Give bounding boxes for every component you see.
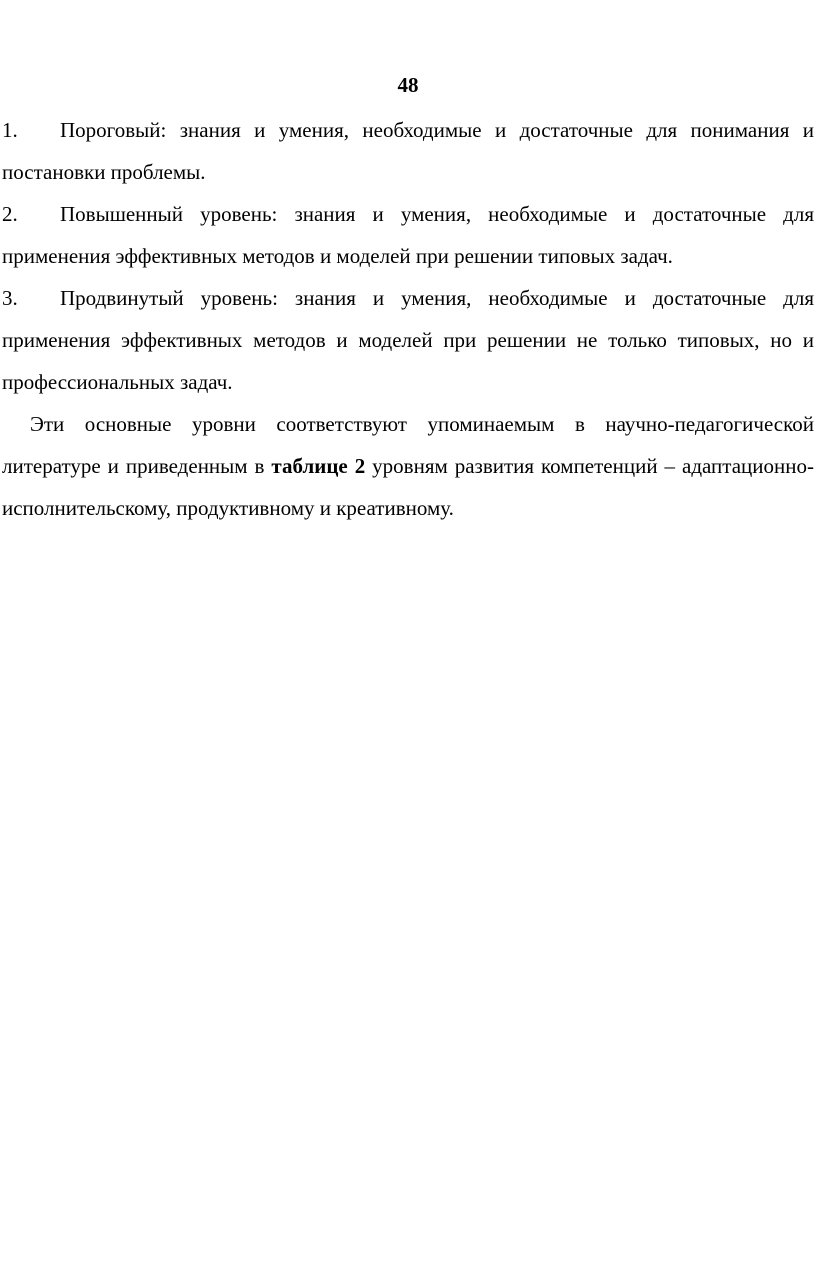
table-reference: таблице 2: [271, 454, 366, 478]
body-paragraph: [2, 403, 814, 529]
list-item-1: [2, 109, 814, 193]
list-item-number: 1.: [2, 118, 18, 142]
list-item-text: Пороговый: знания и умения, необходимые и достаточные для понимания и постановки проблемы.: [2, 118, 814, 184]
list-item-2: [2, 193, 814, 277]
list-item-number: 3.: [2, 286, 18, 310]
list-item-number: 2.: [2, 202, 18, 226]
list-item-3: [2, 277, 814, 403]
document-body: [2, 109, 814, 529]
paragraph-text-start: Эти основные уровни соответствуют упоминаемым в научно-педагогической литературе и приведенным в: [2, 412, 814, 478]
paragraph-text-end: уровням развития компетенций – адаптационно-исполнительскому, продуктивному и креативному.: [2, 454, 814, 520]
list-item-text: Продвинутый уровень: знания и умения, необходимые и достаточные для применения эффективных методов и моделей при решении не только типовых, но и профессиональных задач.: [2, 286, 814, 394]
page-number: 48: [397, 73, 419, 97]
list-item-text: Повышенный уровень: знания и умения, необходимые и достаточные для применения эффективных методов и моделей при решении типовых задач.: [2, 202, 814, 268]
